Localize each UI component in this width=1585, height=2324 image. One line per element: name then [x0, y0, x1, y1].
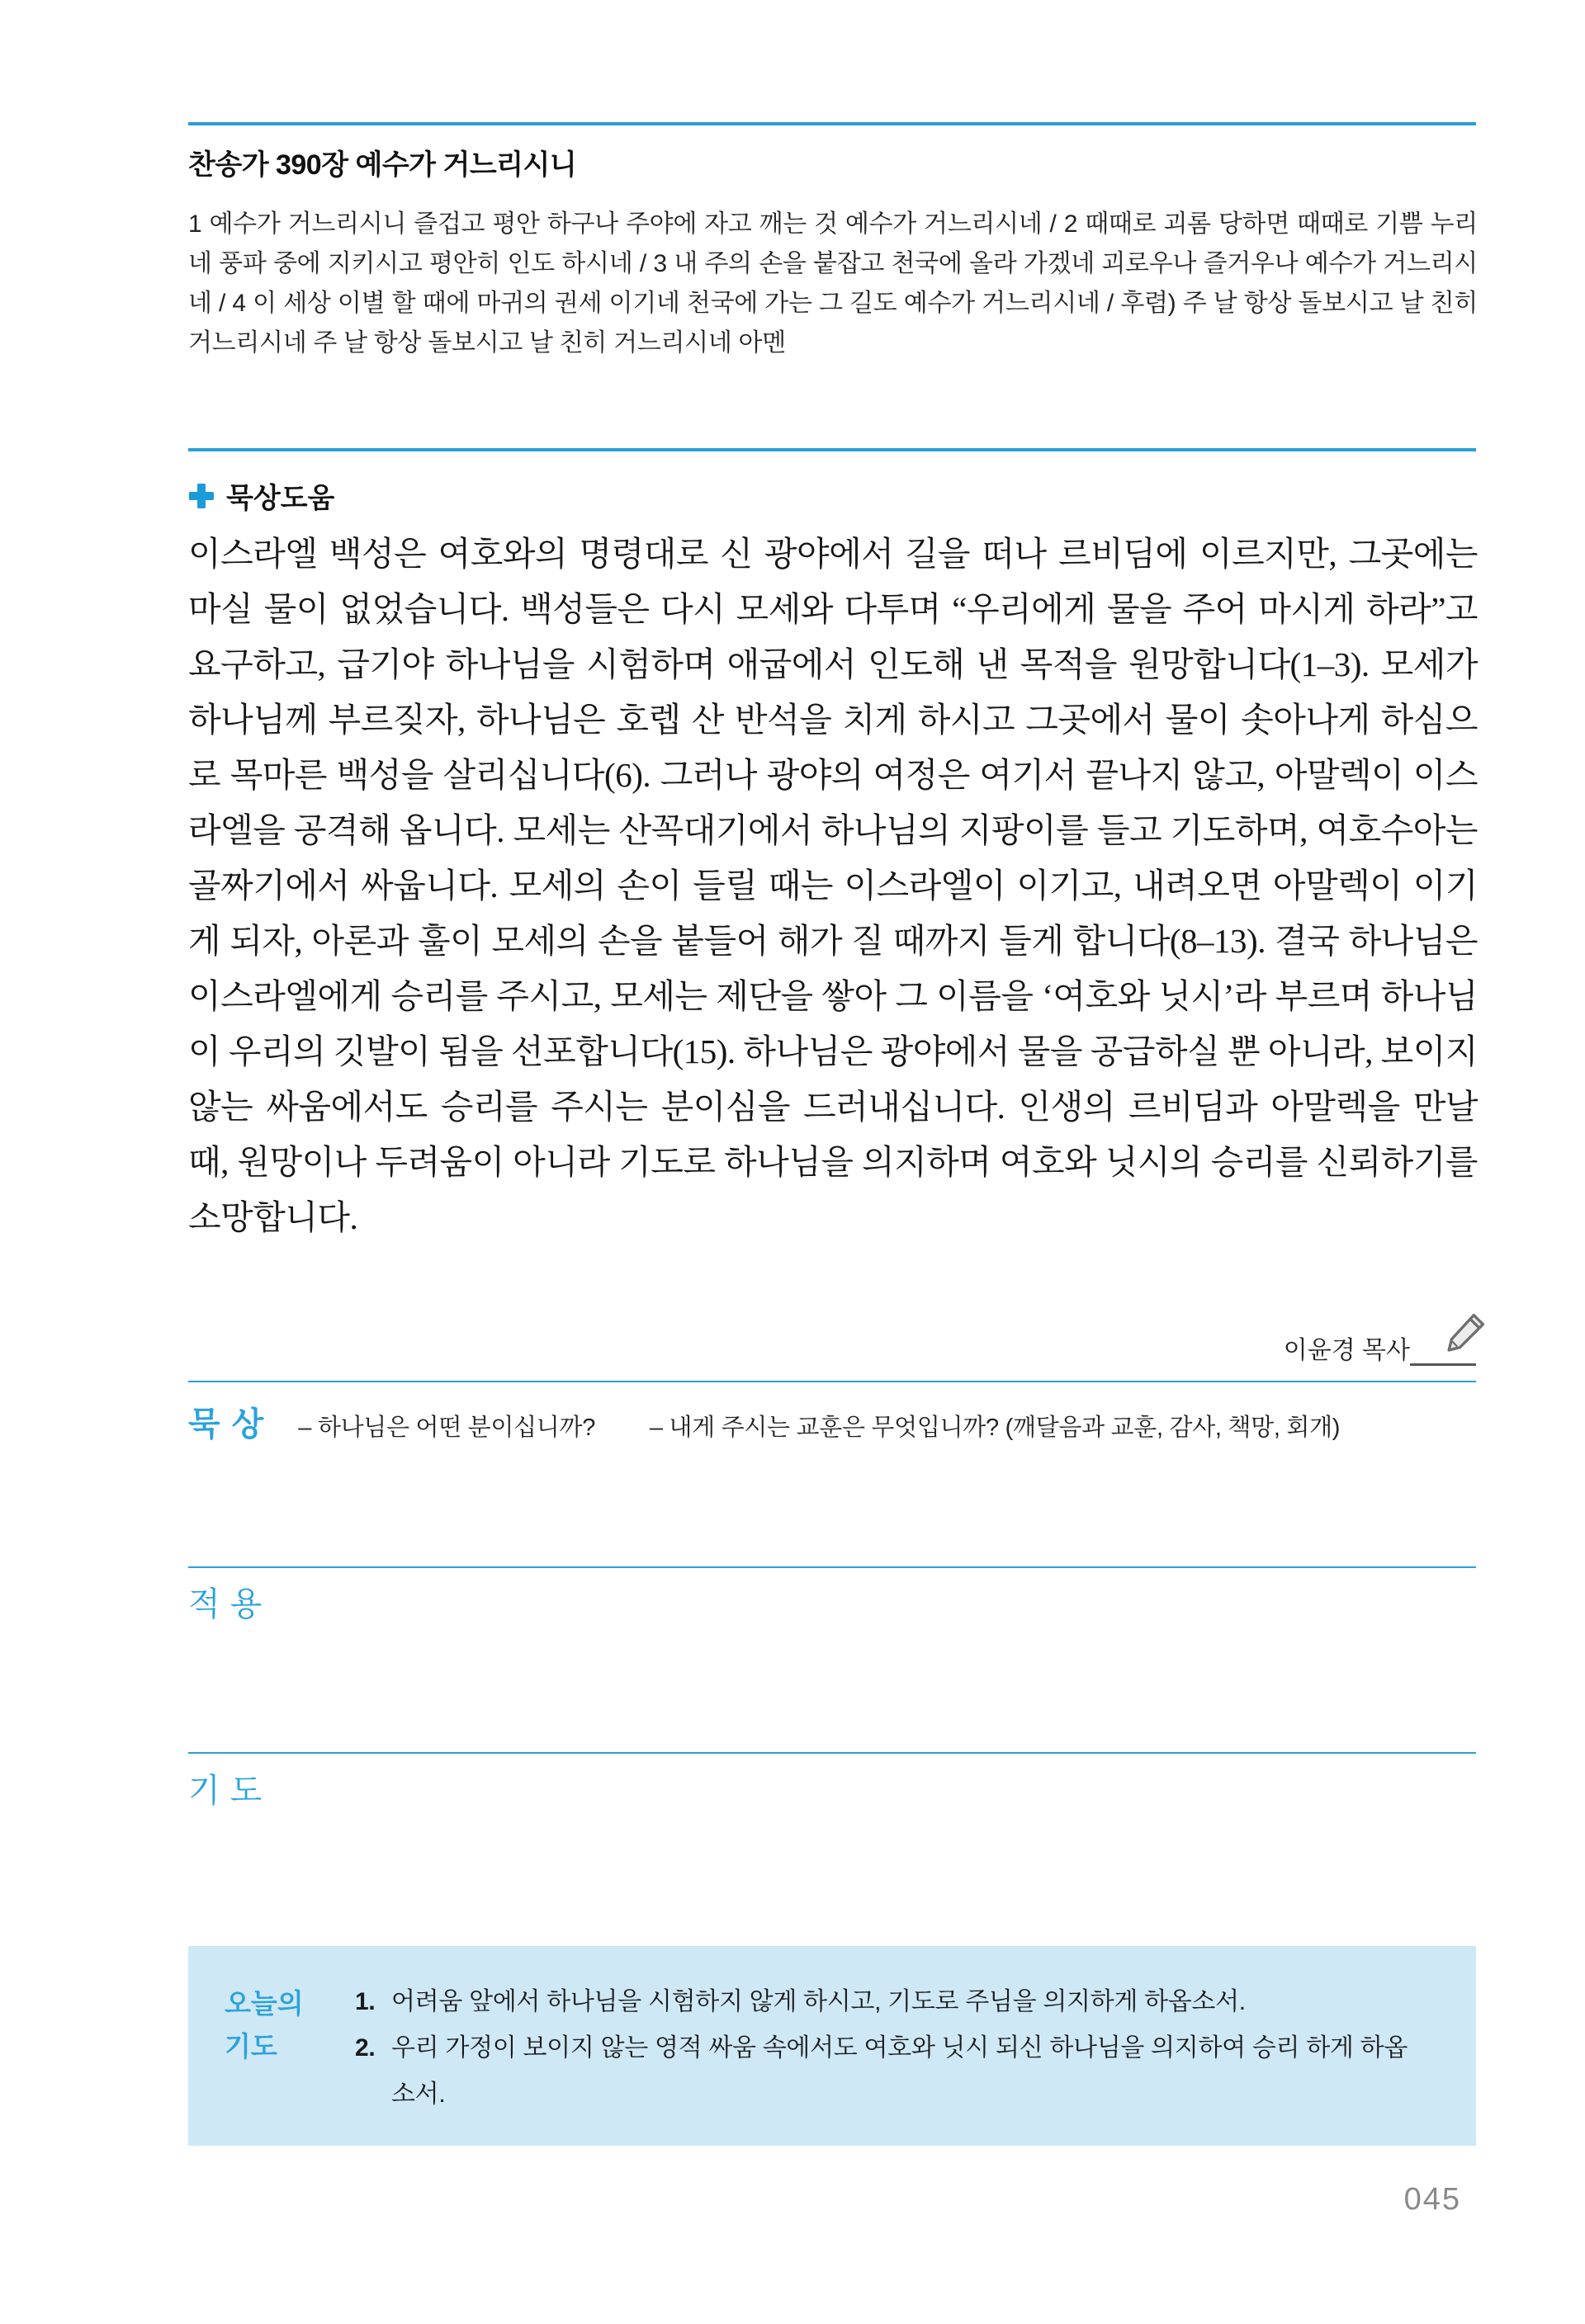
prayer-item-2-text: 우리 가정이 보이지 않는 영적 싸움 속에서도 여호와 닛시 되신 하나님을 의지하여 승리 하게 하옵소서. [391, 2034, 1408, 2108]
prayer-item-2-number: 2. [355, 2034, 376, 2062]
hymn-title: 찬송가 390장 예수가 거느리시니 [188, 149, 577, 181]
prayer-item-2 [355, 2025, 1426, 2118]
todays-prayer-label-line2: 기도 [225, 2031, 277, 2062]
meditation-help-header [188, 475, 334, 516]
todays-prayer-box [188, 1946, 1476, 2146]
prayer-item-1 [355, 1979, 1426, 2025]
prayer-item-1-text: 어려움 앞에서 하나님을 시험하지 않게 하시고, 기도로 주님을 의지하게 하옵소서. [391, 1988, 1246, 2015]
reflection-question-2: – 내게 주시는 교훈은 무엇입니까? (깨달음과 교훈, 감사, 책망, 회개) [649, 1415, 1341, 1441]
prayer-label: 기도 [188, 1773, 272, 1809]
todays-prayer-items [355, 1946, 1476, 2146]
todays-prayer-label-line1: 오늘의 [225, 1988, 304, 2019]
meditation-body: 이스라엘 백성은 여호와의 명령대로 신 광야에서 길을 떠나 르비딤에 이르지만, 그곳에는 마실 물이 없었습니다. 백성들은 다시 모세와 다투며 “우리에게 물을 주어 마시게 하라”고 요구하고, 급기야 하나님을 시험하며 애굽에서 인도해 낸 목적을 원망합니다(1–3). 모세가 하나님께 부르짖자, 하나님은 호렙 산 반석을 치게 하시고 그곳에서 물이 솟아나게 하심으로 목마른 백성을 살리십니다(6). 그러나 광야의 여정은 여기서 끝나지 않고, 아말렉이 이스라엘을 공격해 옵니다. 모세는 산꼭대기에서 하나님의 지팡이를 들고 기도하며, 여호수아는 골짜기에서 싸웁니다. 모세의 손이 들릴 때는 이스라엘이 이기고, 내려오면 아말렉이 이기게 되자, 아론과 훌이 모세의 손을 붙들어 해가 질 때까지 들게 합니다(8–13). 결국 하나님은 이스라엘에게 승리를 주시고, 모세는 제단을 쌓아 그 이름을 ‘여호와 닛시’라 부르며 하나님이 우리의 깃발이 됨을 선포합니다(15). 하나님은 광야에서 물을 공급하실 뿐 아니라, 보이지 않는 싸움에서도 승리를 주시는 분이심을 드러내십니다. 인생의 르비딤과 아말렉을 만날 때, 원망이나 두려움이 아니라 기도로 하나님을 의지하며 여호와 닛시의 승리를 신뢰하기를 소망합니다. [188, 535, 1478, 1236]
page-number: 045 [1403, 2182, 1461, 2217]
plus-icon [188, 483, 215, 509]
section-divider-application [188, 1566, 1476, 1568]
author-row [1284, 1325, 1476, 1366]
reflection-question-1: – 하나님은 어떤 분이십니까? [298, 1415, 596, 1441]
section-divider-reflection [188, 1381, 1476, 1382]
todays-prayer-label [188, 1946, 355, 2146]
section-divider-top [188, 122, 1476, 125]
prayer-item-1-number: 1. [355, 1988, 376, 2015]
section-divider-help [188, 448, 1476, 451]
reflection-label: 묵상 [188, 1406, 276, 1443]
hymn-lyrics: 1 예수가 거느리시니 즐겁고 평안 하구나 주야에 자고 깨는 것 예수가 거느리시네 / 2 때때로 괴롬 당하면 때때로 기쁨 누리네 풍파 중에 지키시고 평안히 인도 하시네 / 3 내 주의 손을 붙잡고 천국에 올라 가겠네 괴로우나 즐거우나 예수가 거느리시네 / 4 이 세상 이별 할 때에 마귀의 권세 이기네 천국에 가는 그 길도 예수가 거느리시네 / 후렴) 주 날 항상 돌보시고 날 친히 거느리시네 주 날 항상 돌보시고 날 친히 거느리시네 아멘 [188, 210, 1478, 357]
author-name: 이윤경 목사 [1283, 1337, 1410, 1364]
section-divider-prayer [188, 1752, 1476, 1754]
reflection-row [188, 1398, 1478, 1445]
author-signature-line [1410, 1325, 1476, 1366]
meditation-help-title: 묵상도움 [226, 483, 335, 514]
reflection-questions [298, 1409, 1340, 1443]
pencil-icon [1440, 1311, 1488, 1365]
application-label: 적용 [188, 1586, 272, 1623]
